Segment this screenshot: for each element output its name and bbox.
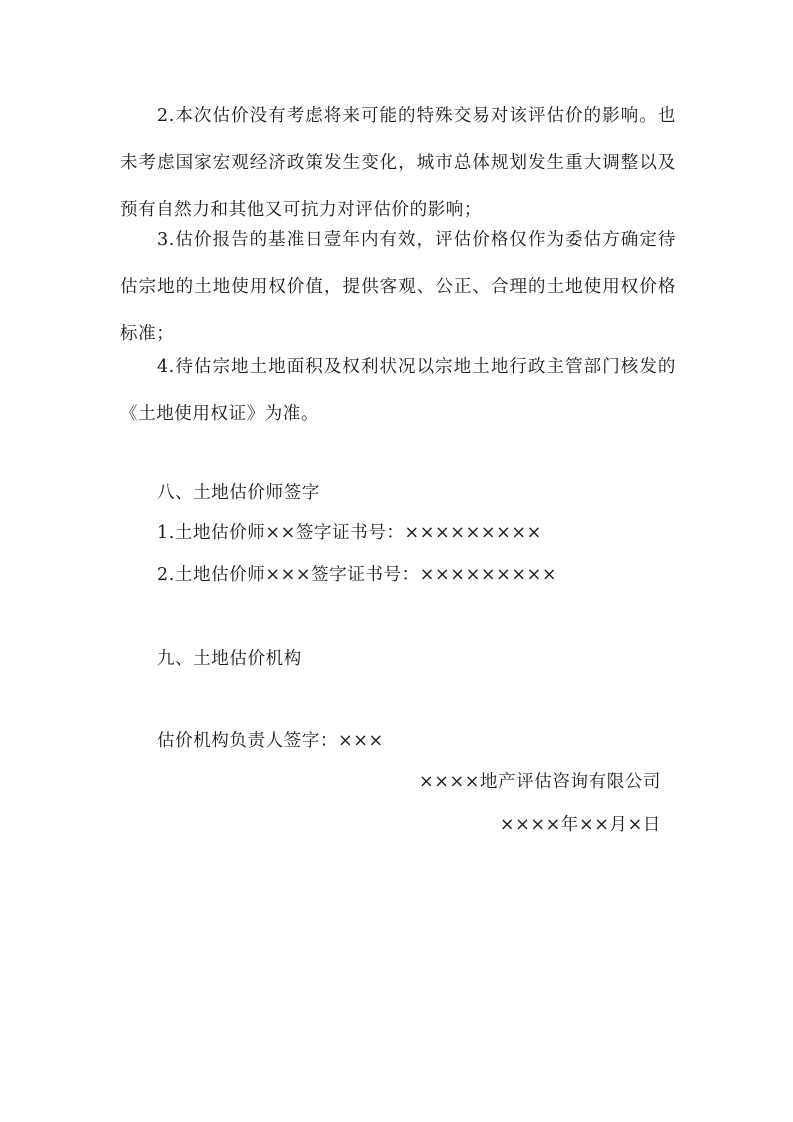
principal-signature: 估价机构负责人签字：××× [157,731,384,751]
note-item-4: 4.待估宗地土地面积及权利状况以宗地土地行政主管部门核发的《土地使用权证》为准。 [120,357,676,424]
company-name: ××××地产评估咨询有限公司 [418,772,661,792]
section-9-heading: 九、土地估价机构 [157,649,302,669]
report-date: ××××年××月×日 [499,815,661,835]
note-item-3: 3.估价报告的基准日壹年内有效，评估价格仅作为委估方确定待估宗地的土地使用权价值，提供客观、公正、合理的土地使用权价格标准； [120,230,676,344]
section-8-heading: 八、土地估价师签字 [157,483,320,503]
note-item-2: 2.本次估价没有考虑将来可能的特殊交易对该评估价的影响。也未考虑国家宏观经济政策发生变化，城市总体规划发生重大调整以及预有自然力和其他又可抗力对评估价的影响； [120,106,676,220]
appraiser-1-certificate: 1.土地估价师××签字证书号：××××××××× [157,523,542,543]
appraiser-2-certificate: 2.土地估价师×××签字证书号：××××××××× [157,565,558,585]
